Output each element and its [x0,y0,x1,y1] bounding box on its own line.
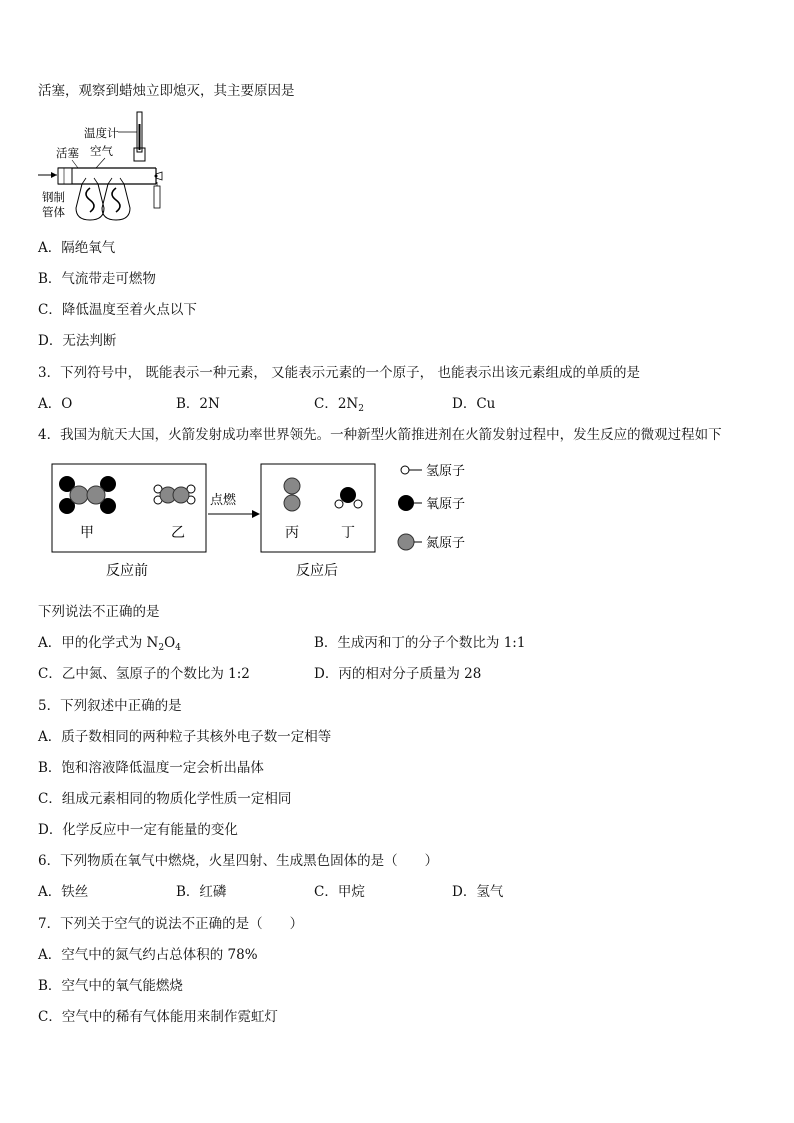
svg-text:氧原子: 氧原子 [426,497,466,512]
label-bing: 丙 [285,525,299,541]
q4-option-a: A．甲的化学式为 $N_2O_4$ [38,635,181,653]
q4-question: 下列说法不正确的是 [38,604,160,620]
q6-option-a: A．铁丝 [38,884,89,900]
q2-stem: 活塞，观察到蜡烛立即熄灭，其主要原因是 [38,83,295,99]
legend-nitrogen [398,534,465,551]
q3-option-b: B．2N [176,396,220,412]
q7-option-b: B．空气中的氧气能燃烧 [38,978,183,994]
pipe-label-2: 管体 [42,205,65,219]
pipe-label-1: 钢制 [42,190,65,204]
q4-stem: 4．我国为航天大国，火箭发射成功率世界领先。一种新型火箭推进剂在火箭发射过程中，发生反应的微观过程如下 [38,427,722,443]
svg-text:氮原子: 氮原子 [426,536,466,551]
q6-stem: 6．下列物质在氧气中燃烧，火星四射、生成黑色固体的是（ ） [38,853,439,869]
q5-option-a: A．质子数相同的两种粒子其核外电子数一定相等 [38,729,332,745]
q3-option-a: A．O [38,396,73,412]
q5-stem: 5．下列叙述中正确的是 [38,698,182,714]
q6-option-c: C．甲烷 [314,884,365,900]
q2-option-c: C．降低温度至着火点以下 [38,302,197,318]
q2-option-d: D．无法判断 [38,333,117,349]
q7-option-a: A．空气中的氮气约占总体积的 78% [38,947,258,963]
label-jia: 甲 [80,525,94,541]
arrow-label: 点燃 [210,493,237,508]
q6-option-b: B．红磷 [176,884,227,900]
q6-option-d: D．氢气 [452,884,504,900]
q2-option-b: B．气流带走可燃物 [38,271,156,287]
label-after: 反应后 [296,563,338,579]
q5-option-d: D．化学反应中一定有能量的变化 [38,822,238,838]
q5-option-b: B．饱和溶液降低温度一定会析出晶体 [38,760,264,776]
q7-option-c: C．空气中的稀有气体能用来制作霓虹灯 [38,1009,278,1025]
svg-text:氢原子: 氢原子 [426,464,466,479]
reaction-diagram [50,458,490,584]
plug-label: 活塞 [56,146,79,160]
label-before: 反应前 [106,563,148,579]
legend-hydrogen [401,464,465,479]
molecule-jia [59,476,116,514]
q3-option-c: C．$2N_2$ [314,396,364,414]
air-label: 空气 [90,144,113,158]
apparatus-figure [38,108,174,232]
q3-stem: 3．下列符号中， 既能表示一种元素， 又能表示元素的一个原子， 也能表示出该元素组成的单质的是 [38,365,640,381]
molecule-yi [154,485,195,504]
q4-option-d: D．丙的相对分子质量为 28 [314,666,482,682]
label-ding: 丁 [341,525,355,541]
thermometer-label: 温度计 [84,126,119,140]
label-yi: 乙 [171,525,185,541]
molecule-ding [335,487,362,508]
q3-option-d: D．Cu [452,396,496,412]
q2-option-a: A．隔绝氧气 [38,240,116,256]
q5-option-c: C．组成元素相同的物质化学性质一定相同 [38,791,292,807]
molecule-bing [284,478,300,511]
legend-oxygen [398,495,465,512]
q7-stem: 7．下列关于空气的说法不正确的是（ ） [38,916,304,932]
q4-option-b: B．生成丙和丁的分子个数比为 1:1 [314,635,526,651]
q4-option-c: C．乙中氮、氢原子的个数比为 1:2 [38,666,250,682]
